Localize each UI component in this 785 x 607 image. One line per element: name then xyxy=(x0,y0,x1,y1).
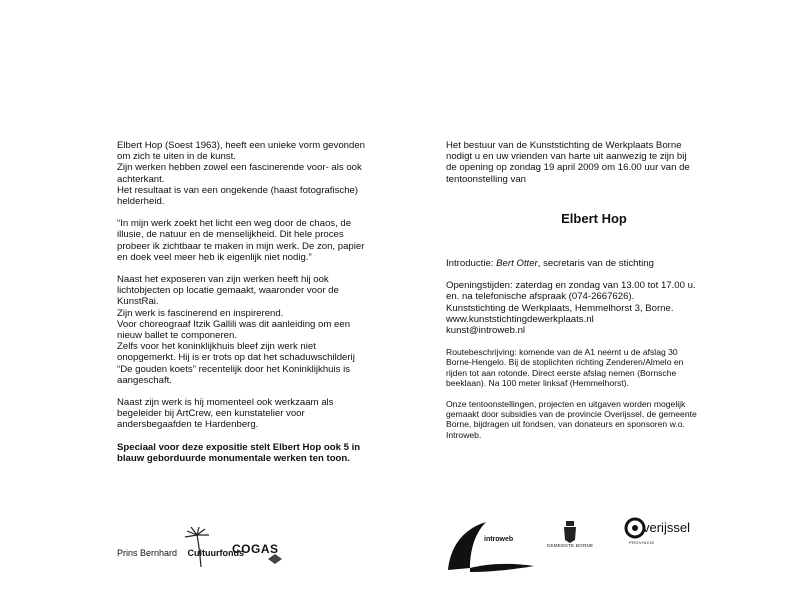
overijssel-logo xyxy=(623,516,733,556)
right-column xyxy=(446,140,742,451)
text-line: nodigt u en uw vrienden van harte uit aanwezig te zijn bij xyxy=(446,151,687,163)
cogas-text: COGAS xyxy=(232,542,279,556)
text-line: Zijn werken hebben zowel een fascinerende voor- als ook xyxy=(117,162,362,174)
text-line: en. na telefonische afspraak (074-2667626). xyxy=(446,291,635,303)
text-line: begeleider bij ArtCrew, een kunstatelier voor xyxy=(117,408,305,420)
intro-name: Bert Otter xyxy=(496,258,538,270)
introduction-line xyxy=(446,258,742,269)
artist-title: Elbert Hop xyxy=(561,210,627,226)
text-line: Introweb. xyxy=(446,429,482,440)
text-line: Zijn werk is fascinerend en inspirerend. xyxy=(117,307,284,319)
crown-crest-icon xyxy=(540,518,600,544)
prins-bernhard-text: Prins Bernhard xyxy=(117,548,178,558)
text-line: Borne, bijdragen uit fondsen, van donateurs en sponsoren w.o. xyxy=(446,419,685,430)
introweb-logo xyxy=(446,520,536,572)
text-line: Naast zijn werk is hij momenteel ook werkzaam als xyxy=(117,397,334,409)
website-link[interactable]: www.kunststichtingdewerkplaats.nl xyxy=(446,313,594,325)
subsidy-paragraph xyxy=(446,399,742,440)
text-line: Kunststichting de Werkplaats, Hemmelhorst 3, Borne. xyxy=(446,302,674,314)
provincie-text: PROVINCIE xyxy=(629,540,655,545)
text-line: Onze tentoonstellingen, projecten en uitgaven worden mogelijk xyxy=(446,399,686,410)
text-line: Routebeschrijving: komende van de A1 neemt u de afslag 30 xyxy=(446,347,678,358)
diamond-icon xyxy=(268,554,282,564)
text-line: andersbegaafden te Hardenberg. xyxy=(117,419,259,431)
text-line: Speciaal voor deze expositie stelt Elbert Hop ook 5 in xyxy=(117,441,361,453)
intro-paragraph xyxy=(117,140,413,207)
cogas-logo xyxy=(232,540,292,570)
text-line: “In mijn werk zoekt het licht een weg door de chaos, de xyxy=(117,218,352,230)
text-line: aangeschaft. xyxy=(117,374,172,386)
quote-paragraph xyxy=(117,218,413,263)
text-line: beeklaan). Na 100 meter linksaf (Hemmelhorst). xyxy=(446,377,629,388)
opening-hours-paragraph xyxy=(446,280,742,336)
text-line: Openingstijden: zaterdag en zondag van 13.00 tot 17.00 u. xyxy=(446,280,696,292)
email-link[interactable]: kunst@introweb.nl xyxy=(446,325,526,337)
work-paragraph xyxy=(117,397,413,431)
text-line: Zelfs voor het koninklijkhuis bleef zijn werk niet xyxy=(117,341,316,353)
text-line: nieuw ballet te componeren. xyxy=(117,330,237,342)
text-line: achterkant. xyxy=(117,173,165,185)
text-line: Het resultaat is van een ongekende (haast fotografische) xyxy=(117,184,359,196)
text-line: Voor choreograaf Itzik Gallili was dit aanleiding om een xyxy=(117,318,351,330)
text-line: Elbert Hop (Soest 1963), heeft een unieke vorm gevonden xyxy=(117,140,365,151)
overijssel-text: verijssel xyxy=(643,520,690,535)
invitation-paragraph xyxy=(446,140,742,185)
intro-rest: , secretaris van de stichting xyxy=(537,258,654,270)
text-line: probeer ik zichtbaar te maken in mijn werk. De zon, papier xyxy=(117,240,365,252)
gemeente-borne-logo xyxy=(540,518,600,556)
text-line: de opening op zondag 19 april 2009 om 16.00 uur van de xyxy=(446,162,690,174)
text-line: Naast het exposeren van zijn werken heeft hij ook xyxy=(117,274,329,286)
intro-label: Introductie: xyxy=(446,258,497,270)
text-line: illusie, de natuur en de menselijkheid. Dit hele proces xyxy=(117,229,344,241)
text-line: en doek veel meer heb ik eigenlijk niet nodig.” xyxy=(117,251,312,263)
text-line: KunstRai. xyxy=(117,296,159,308)
cultuurfonds-text: Cultuurfonds xyxy=(187,548,245,558)
text-line: om zich te uiten in de kunst. xyxy=(117,151,236,163)
text-line: onopgemerkt. Hij is er trots op dat het schaduwschilderij xyxy=(117,352,355,364)
gemeente-borne-text: GEMEENTE BORNE xyxy=(546,543,594,548)
highlight-paragraph xyxy=(117,442,413,464)
text-line: gemaakt door subsidies van de provincie Overijssel, de gemeente xyxy=(446,409,697,420)
career-paragraph xyxy=(117,274,413,386)
left-column xyxy=(117,140,413,475)
text-line: tentoonstelling van xyxy=(446,173,527,185)
introweb-text: introweb xyxy=(484,536,514,543)
text-line: rijden tot aan rotonde. Direct eerste afslag nemen (Bornsche xyxy=(446,367,677,378)
text-line: Het bestuur van de Kunststichting de Werkplaats Borne xyxy=(446,140,682,151)
text-line: lichtobjecten op locatie gemaakt, waaronder voor de xyxy=(117,285,339,297)
route-paragraph xyxy=(446,347,742,388)
text-line: Borne-Hengelo. Bij de stoplichten richting Zenderen/Almelo en xyxy=(446,357,684,368)
text-line: helderheid. xyxy=(117,196,165,208)
text-line: blauw geborduurde monumentale werken ten toon. xyxy=(117,452,350,464)
text-line: “De gouden koets” recentelijk door het Koninklijkhuis is xyxy=(117,363,351,375)
swoosh-icon xyxy=(446,520,536,572)
